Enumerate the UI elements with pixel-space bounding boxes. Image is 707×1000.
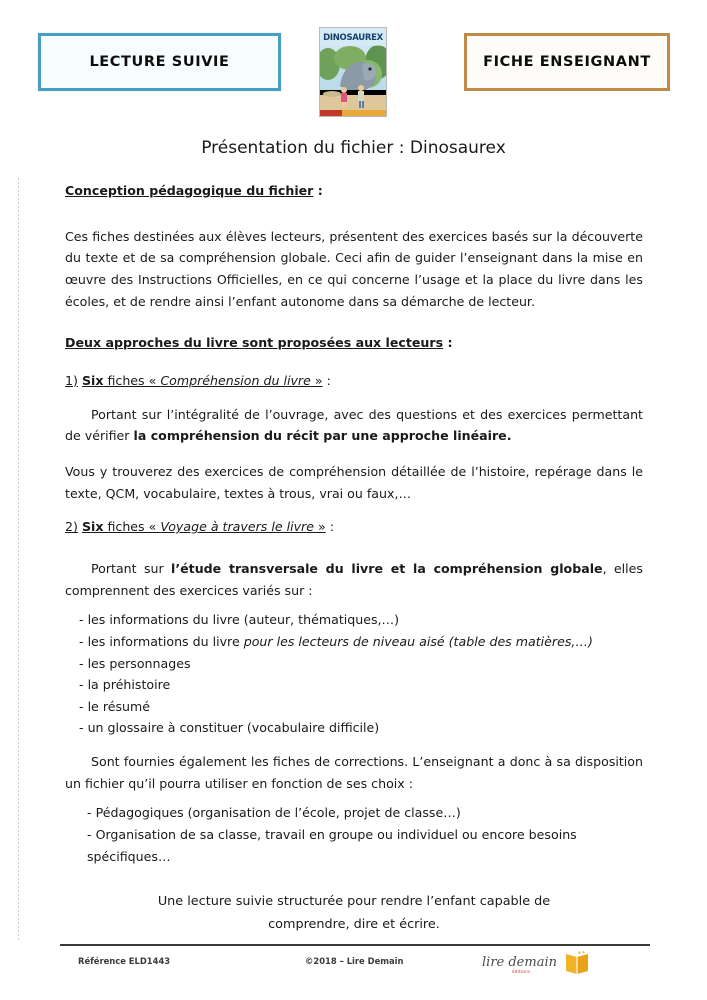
bullet-text: Organisation de sa classe, travail en groupe ou individuel ou encore besoins spécifiques… bbox=[87, 827, 577, 864]
page-title: Présentation du fichier : Dinosaurex bbox=[201, 138, 506, 158]
approche-1-title: Compréhension du livre bbox=[160, 372, 311, 388]
paragraph-approche-1-exercices: Vous y trouverez des exercices de compréhension détaillée de l’histoire, repérage dans le texte, QCM, vocabulaire, textes à trous, vrai ou faux,… bbox=[65, 463, 643, 501]
approche-2-bullet-list bbox=[65, 609, 643, 739]
open-book-icon bbox=[564, 951, 590, 975]
approche-2-bold-word: Six bbox=[81, 519, 104, 535]
paragraph-approche-1-detail bbox=[65, 404, 643, 447]
bullet-dash: - bbox=[87, 827, 96, 843]
section-heading-conception-colon: : bbox=[313, 183, 323, 198]
paragraph-approche-2-normal-end: , elles comprennent des exercices variés sur : bbox=[65, 560, 643, 598]
subsection-heading-approche-2 bbox=[65, 516, 643, 538]
paragraph-approche-1-normal: Portant sur l’intégralité de l’ouvrage, avec des questions et des exercices permettant de vérifier bbox=[65, 406, 643, 444]
bullet-dash: - bbox=[79, 655, 88, 671]
bullet-text: les personnages bbox=[87, 655, 191, 671]
book-cover-illustration bbox=[320, 28, 386, 116]
bullet-dash: - bbox=[79, 720, 88, 736]
list-item bbox=[79, 717, 643, 739]
lire-demain-logo bbox=[482, 950, 592, 980]
list-item bbox=[87, 824, 643, 867]
list-item bbox=[79, 631, 643, 653]
approche-1-closing-quote: » bbox=[310, 372, 323, 388]
fiche-enseignant-label: FICHE ENSEIGNANT bbox=[483, 54, 651, 70]
list-item bbox=[79, 696, 643, 718]
approche-1-colon: : bbox=[322, 372, 331, 388]
approche-2-title: Voyage à travers le livre bbox=[160, 519, 314, 535]
bullet-dash: - bbox=[79, 698, 88, 714]
fiche-enseignant-box bbox=[464, 33, 670, 91]
paragraph-conception: Ces fiches destinées aux élèves lecteurs, présentent des exercices basés sur la découverte du texte et de sa compréhension globale. Ceci afin de guider l’enseignant dans la mise en œuvre des Instructions Officielles, en ce qui concerne l’usage et la place du livre dans les écoles, et de rendre ainsi l’enfant autonome dans sa démarche de lecteur. bbox=[65, 228, 643, 309]
paragraph-approche-2-normal-start: Portant sur bbox=[91, 560, 172, 576]
footer-divider bbox=[60, 944, 650, 946]
footer-reference: Référence ELD1443 bbox=[78, 956, 171, 966]
svg-text:DINOSAUREX: DINOSAUREX bbox=[323, 33, 383, 43]
approche-2-colon: : bbox=[325, 519, 334, 535]
corrections-bullet-list bbox=[65, 802, 643, 867]
bullet-dash: - bbox=[79, 633, 88, 649]
approche-2-number: 2) bbox=[65, 519, 78, 535]
bullet-text: Pédagogiques (organisation de l’école, projet de classe…) bbox=[95, 805, 461, 821]
book-cover-thumbnail bbox=[319, 27, 387, 117]
logo-subtext: éditions bbox=[512, 969, 531, 974]
list-item bbox=[79, 674, 643, 696]
bullet-text: la préhistoire bbox=[87, 677, 171, 693]
closing-statement bbox=[65, 891, 643, 936]
left-margin-guide bbox=[18, 178, 19, 940]
bullet-dash: - bbox=[79, 612, 88, 628]
list-item bbox=[79, 653, 643, 675]
footer-copyright: ©2018 – Lire Demain bbox=[305, 956, 404, 966]
document-body bbox=[65, 180, 643, 936]
document-footer bbox=[0, 950, 707, 990]
paragraph-approche-1-bold: la compréhension du récit par une approche linéaire. bbox=[133, 428, 512, 444]
document-header bbox=[0, 0, 707, 125]
paragraph-approche-2-detail bbox=[65, 558, 643, 601]
paragraph-approche-2-bold: l’étude transversale du livre et la compréhension globale bbox=[171, 560, 603, 576]
section-heading-conception bbox=[65, 180, 643, 202]
bullet-text: un glossaire à constituer (vocabulaire difficile) bbox=[87, 720, 380, 736]
approche-1-number: 1) bbox=[65, 372, 78, 388]
bullet-text-italic: pour les lecteurs de niveau aisé (table des matières,…) bbox=[243, 633, 593, 649]
approche-1-middle: fiches « bbox=[103, 372, 161, 388]
logo-wordmark: lire demain bbox=[482, 955, 557, 970]
section-heading-approches-colon: : bbox=[443, 335, 453, 351]
bullet-text: le résumé bbox=[87, 698, 151, 714]
approche-1-bold-word: Six bbox=[81, 372, 104, 388]
bullet-dash: - bbox=[79, 677, 88, 693]
bullet-text: les informations du livre bbox=[87, 633, 244, 649]
approche-2-closing-quote: » bbox=[313, 519, 326, 535]
paragraph-corrections: Sont fournies également les fiches de corrections. L’enseignant a donc à sa disposition un fichier qu’il pourra utiliser en fonction de ses choix : bbox=[65, 754, 643, 791]
section-heading-conception-text: Conception pédagogique du fichier bbox=[65, 183, 314, 198]
lecture-suivie-label: LECTURE SUIVIE bbox=[89, 54, 230, 70]
approche-2-middle: fiches « bbox=[103, 519, 161, 535]
bullet-text: les informations du livre (auteur, thématiques,…) bbox=[87, 612, 400, 628]
section-heading-approches-text: Deux approches du livre sont proposées aux lecteurs bbox=[65, 335, 444, 351]
section-heading-approches bbox=[65, 332, 643, 354]
closing-line-1: Une lecture suivie structurée pour rendre l’enfant capable de bbox=[157, 894, 551, 910]
subsection-heading-approche-1 bbox=[65, 370, 643, 392]
list-item bbox=[79, 609, 643, 631]
lecture-suivie-box bbox=[38, 33, 281, 91]
closing-line-2: comprendre, dire et écrire. bbox=[268, 916, 440, 932]
bullet-dash: - bbox=[87, 805, 96, 821]
list-item bbox=[87, 802, 643, 824]
